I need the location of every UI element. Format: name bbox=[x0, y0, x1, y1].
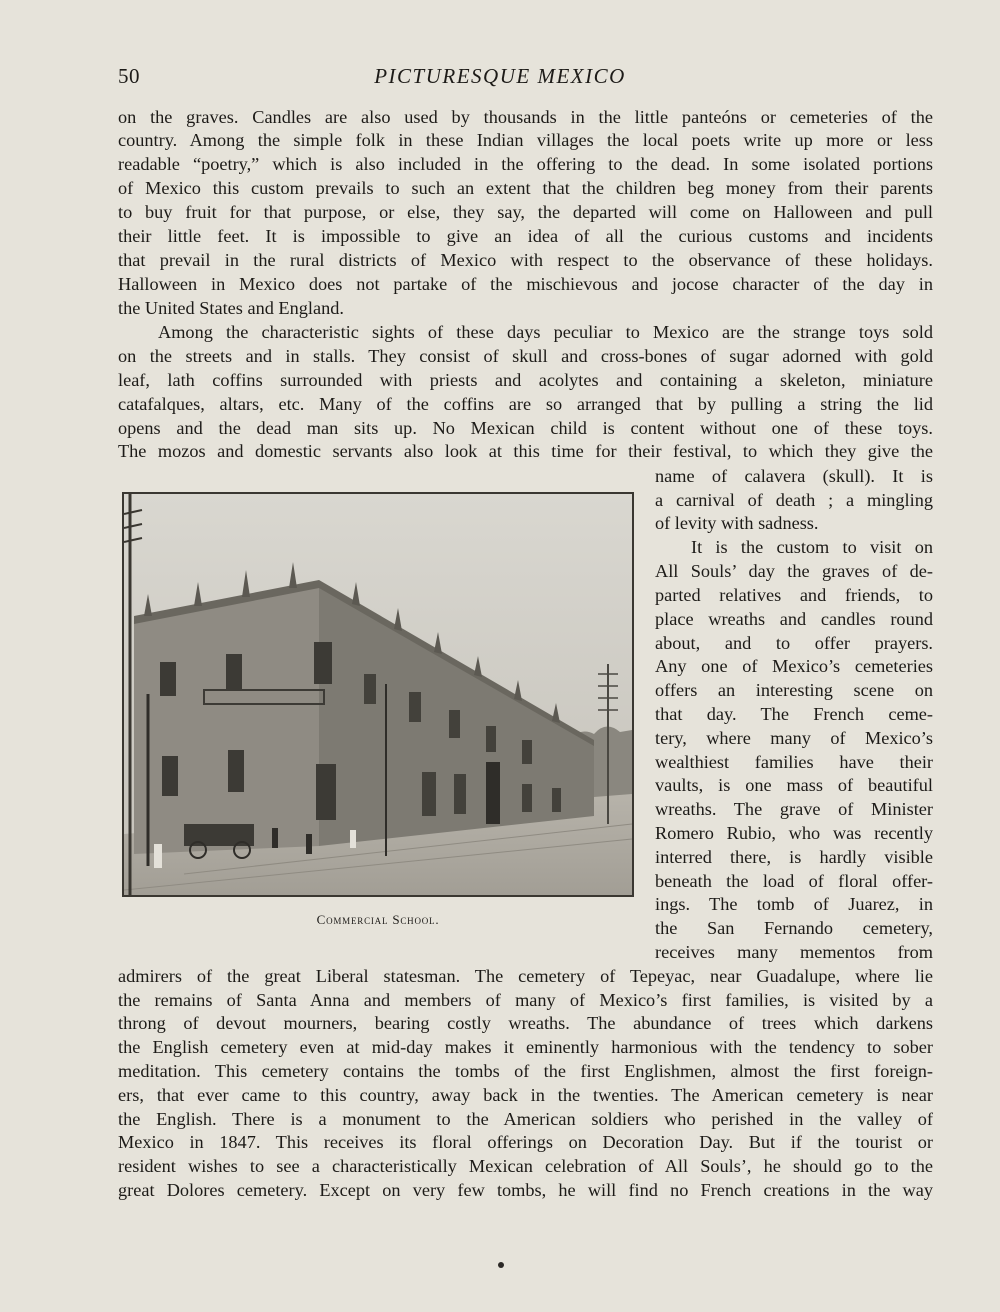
text-line: It is the custom to visit on bbox=[691, 537, 933, 557]
text-line: the United States and England. bbox=[118, 298, 344, 318]
text-line: readable “poetry,” which is also included in the offering to the dead. In some isolated portions bbox=[118, 154, 933, 174]
text-line: admirers of the great Liberal statesman. The cemetery of Tepeyac, near Guadalupe, where lie bbox=[118, 966, 933, 986]
text-line: of Mexico this custom prevails to such an extent that the children beg money from their parents bbox=[118, 178, 933, 198]
text-line: throng of devout mourners, bearing costly wreaths. The abundance of trees which darkens bbox=[118, 1013, 933, 1033]
text-line: name of calavera (skull). It is bbox=[655, 466, 933, 486]
text-line: country. Among the simple folk in these Indian villages the local poets write up more or less bbox=[118, 130, 933, 150]
text-line: leaf, lath coffins surrounded with priests and acolytes and containing a skeleton, miniature bbox=[118, 370, 933, 390]
page-number: 50 bbox=[118, 64, 140, 88]
text-line: of levity with sadness. bbox=[655, 513, 819, 533]
text-line: tery, where many of Mexico’s bbox=[655, 728, 933, 748]
text-line: on the streets and in stalls. They consist of skull and cross-bones of sugar adorned with gold bbox=[118, 346, 933, 366]
text-line: vaults, is one mass of beautiful bbox=[655, 775, 933, 795]
text-line: catafalques, altars, etc. Many of the coffins are so arranged that by pulling a string the lid bbox=[118, 394, 933, 414]
page-dot bbox=[498, 1262, 504, 1268]
text-line: on the graves. Candles are also used by thousands in the little panteóns or cemeteries of the bbox=[118, 107, 933, 127]
text-line: resident wishes to see a characteristically Mexican celebration of All Souls’, he should go to the bbox=[118, 1156, 933, 1176]
text-line: interred there, is hardly visible bbox=[655, 847, 933, 867]
building-illustration bbox=[124, 494, 632, 895]
text-line: receives many mementos from bbox=[655, 942, 933, 962]
text-line: meditation. This cemetery contains the tombs of the first Englishmen, almost the first foreign- bbox=[118, 1061, 933, 1081]
text-line: that prevail in the rural districts of Mexico with respect to the observance of these holidays. bbox=[118, 250, 933, 270]
text-line: opens and the dead man sits up. No Mexican child is content without one of these toys. bbox=[118, 418, 933, 438]
text-line: beneath the load of floral offer- bbox=[655, 871, 933, 891]
figure-caption: Commercial School. bbox=[316, 912, 440, 927]
text-line: their little feet. It is impossible to give an idea of all the curious customs and incidents bbox=[118, 226, 933, 246]
text-line: parted relatives and friends, to bbox=[655, 585, 933, 605]
text-line: place wreaths and candles round bbox=[655, 609, 933, 629]
text-line: the San Fernando cemetery, bbox=[655, 918, 933, 938]
text-line: offers an interesting scene on bbox=[655, 680, 933, 700]
commercial-school-photo bbox=[122, 492, 634, 897]
text-line: Romero Rubio, who was recently bbox=[655, 823, 933, 843]
text-line: Halloween in Mexico does not partake of the mischievous and jocose character of the day in bbox=[118, 274, 933, 294]
text-line: Among the characteristic sights of these days peculiar to Mexico are the strange toys sold bbox=[158, 322, 933, 342]
text-line: the English. There is a monument to the American soldiers who perished in the valley of bbox=[118, 1109, 933, 1129]
text-line: ers, that ever came to this country, away back in the twenties. The American cemetery is near bbox=[118, 1085, 933, 1105]
text-line: The mozos and domestic servants also look at this time for their festival, to which they give the bbox=[118, 441, 933, 461]
text-line: the remains of Santa Anna and members of many of Mexico’s first families, is visited by a bbox=[118, 990, 933, 1010]
running-head: PICTURESQUE MEXICO bbox=[374, 64, 626, 88]
text-line: a carnival of death ; a mingling bbox=[655, 490, 933, 510]
text-line: great Dolores cemetery. Except on very few tombs, he will find no French creations in the way bbox=[118, 1180, 933, 1200]
text-line: All Souls’ day the graves of de- bbox=[655, 561, 933, 581]
text-line: Any one of Mexico’s cemeteries bbox=[655, 656, 933, 676]
text-line: Mexico in 1847. This receives its floral offerings on Decoration Day. But if the tourist or bbox=[118, 1132, 933, 1152]
text-line: wreaths. The grave of Minister bbox=[655, 799, 933, 819]
text-line: that day. The French ceme- bbox=[655, 704, 933, 724]
text-line: about, and to offer prayers. bbox=[655, 633, 933, 653]
text-line: the English cemetery even at mid-day makes it eminently harmonious with the tendency to sober bbox=[118, 1037, 933, 1057]
text-line: ings. The tomb of Juarez, in bbox=[655, 894, 933, 914]
text-line: wealthiest families have their bbox=[655, 752, 933, 772]
text-line: to buy fruit for that purpose, or else, they say, the departed will come on Halloween and pull bbox=[118, 202, 933, 222]
